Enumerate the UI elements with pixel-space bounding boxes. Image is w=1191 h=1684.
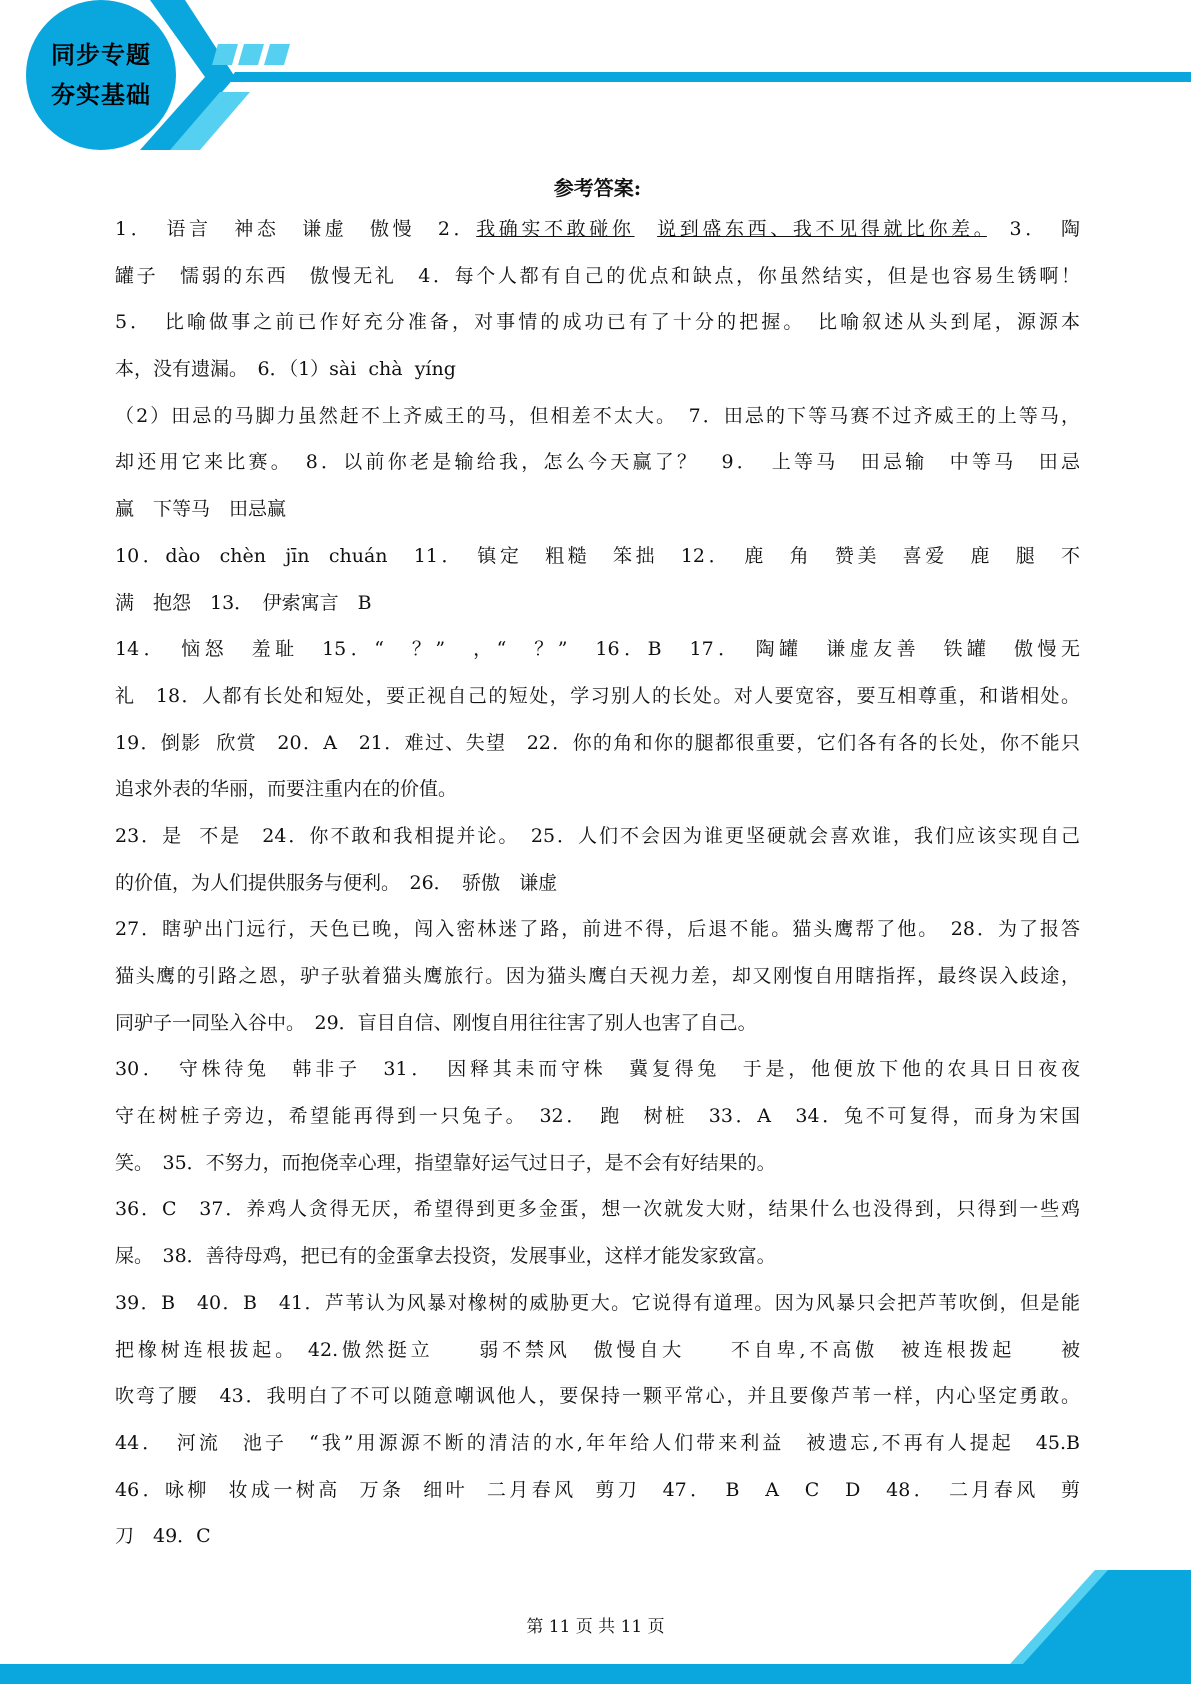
page-header bbox=[0, 0, 1191, 160]
answer-line: 23．是 不是 24．你不敢和我相提并论。 25．人们不会因为谁更坚硬就会喜欢谁，我们应该实现自己 bbox=[115, 824, 1080, 847]
page-title: 参考答案: bbox=[553, 176, 642, 200]
header-stripe-1 bbox=[212, 44, 238, 65]
answer-content bbox=[115, 170, 1080, 1560]
underlined-answer: 说到盛东西、我不见得就比你差。 bbox=[657, 218, 987, 240]
answer-line: 满 抱怨 13． 伊索寓言 B bbox=[115, 591, 372, 614]
answer-line: 39．B 40．B 41．芦苇认为风暴对橡树的威胁更大。它说得有道理。因为风暴只会把芦苇吹倒，但是能 bbox=[115, 1291, 1080, 1314]
answer-line: 19．倒影 欣赏 20．A 21．难过、失望 22．你的角和你的腿都很重要，它们各有各的长处，你不能只 bbox=[115, 731, 1080, 754]
answer-line: 守在树桩子旁边，希望能再得到一只兔子。 32． 跑 树桩 33．A 34．兔不可复得，而身为宋国 bbox=[115, 1105, 1080, 1128]
line-text bbox=[635, 218, 658, 240]
answer-line: 赢 下等马 田忌赢 bbox=[115, 498, 287, 521]
answer-line: 的价值，为人们提供服务与便利。 26． 骄傲 谦虚 bbox=[115, 871, 558, 894]
answer-line: 同驴子一同坠入谷中。 29．盲目自信、刚愎自用往往害了别人也害了自己。 bbox=[115, 1011, 757, 1034]
answer-line bbox=[115, 206, 1080, 253]
answer-line: 30． 守株待兔 韩非子 31． 因释其耒而守株 冀复得兔 于是，他便放下他的农具日日夜夜 bbox=[115, 1058, 1080, 1081]
page-footer: 第 11 页 共 11 页 bbox=[526, 1617, 665, 1637]
header-stripe-3 bbox=[264, 44, 290, 65]
answer-line: 本，没有遗漏。 6．（1）sài chà yíng bbox=[115, 358, 456, 381]
answer-line: 刀 49．C bbox=[115, 1525, 211, 1548]
badge-line1: 同步专题 bbox=[51, 41, 151, 69]
answer-line: 14． 恼怒 羞耻 15．“ ？” ，“ ？” 16．B 17． 陶罐 谦虚友善 铁罐 傲慢无 bbox=[115, 638, 1080, 661]
footer-bar bbox=[0, 1664, 1191, 1684]
line-text: 3． 陶 bbox=[986, 218, 1080, 240]
header-bar bbox=[228, 72, 1191, 82]
answer-line: 追求外表的华丽，而要注重内在的价值。 bbox=[115, 778, 458, 801]
line-text: 1． 语言 神态 谦虚 傲慢 2． bbox=[115, 218, 477, 240]
answer-line: 猫头鹰的引路之恩，驴子驮着猫头鹰旅行。因为猫头鹰白天视力差，却又刚愎自用瞎指挥，最终误入歧途， bbox=[115, 965, 1080, 987]
answer-line: 46．咏柳 妆成一树高 万条 细叶 二月春风 剪刀 47． B A C D 48． 二月春风 剪 bbox=[115, 1478, 1080, 1501]
answer-line: 27．瞎驴出门远行，天色已晚，闯入密林迷了路，前进不得，后退不能。猫头鹰帮了他。 28．为了报答 bbox=[115, 918, 1080, 941]
underlined-answer: 我确实不敢碰你 bbox=[476, 218, 635, 240]
badge-line2: 夯实基础 bbox=[51, 81, 151, 109]
answer-line: 44． 河流 池子 “我”用源源不断的清洁的水,年年给人们带来利益 被遗忘,不再有人提起 45.B bbox=[115, 1431, 1080, 1454]
answer-line: 罐子 懦弱的东西 傲慢无礼 4．每个人都有自己的优点和缺点，你虽然结实，但是也容易生锈啊！ bbox=[115, 264, 1080, 287]
answer-line: （2）田忌的马脚力虽然赶不上齐威王的马，但相差不太大。 7．田忌的下等马赛不过齐威王的上等马， bbox=[115, 404, 1080, 427]
answer-line: 5． 比喻做事之前已作好充分准备，对事情的成功已有了十分的把握。 比喻叙述从头到尾，源源本 bbox=[115, 311, 1080, 334]
answer-line: 吹弯了腰 43．我明白了不可以随意嘲讽他人，要保持一颗平常心，并且要像芦苇一样，内心坚定勇敢。 bbox=[115, 1385, 1080, 1408]
answer-line: 10．dào chèn jīn chuán 11． 镇定 粗糙 笨拙 12． 鹿 角 赞美 喜爱 鹿 腿 不 bbox=[115, 544, 1080, 567]
answer-line: 屎。 38．善待母鸡，把已有的金蛋拿去投资，发展事业，这样才能发家致富。 bbox=[115, 1245, 776, 1268]
answer-line: 却还用它来比赛。 8．以前你老是输给我，怎么今天赢了？ 9． 上等马 田忌输 中等马 田忌 bbox=[115, 451, 1080, 474]
header-stripe-2 bbox=[238, 44, 264, 65]
answer-line: 把橡树连根拔起。 42.傲然挺立 弱不禁风 傲慢自大 不自卑,不高傲 被连根拨起 被 bbox=[115, 1338, 1080, 1361]
header-decoration bbox=[0, 0, 1191, 160]
answer-line: 礼 18．人都有长处和短处，要正视自己的短处，学习别人的长处。对人要宽容，要互相尊重，和谐相处。 bbox=[115, 684, 1080, 707]
answer-line: 笑。 35．不努力，而抱侥幸心理，指望靠好运气过日子，是不会有好结果的。 bbox=[115, 1151, 776, 1174]
answer-line: 36．C 37．养鸡人贪得无厌，希望得到更多金蛋，想一次就发大财，结果什么也没得到，只得到一些鸡 bbox=[115, 1198, 1080, 1221]
header-badge bbox=[26, 0, 176, 150]
